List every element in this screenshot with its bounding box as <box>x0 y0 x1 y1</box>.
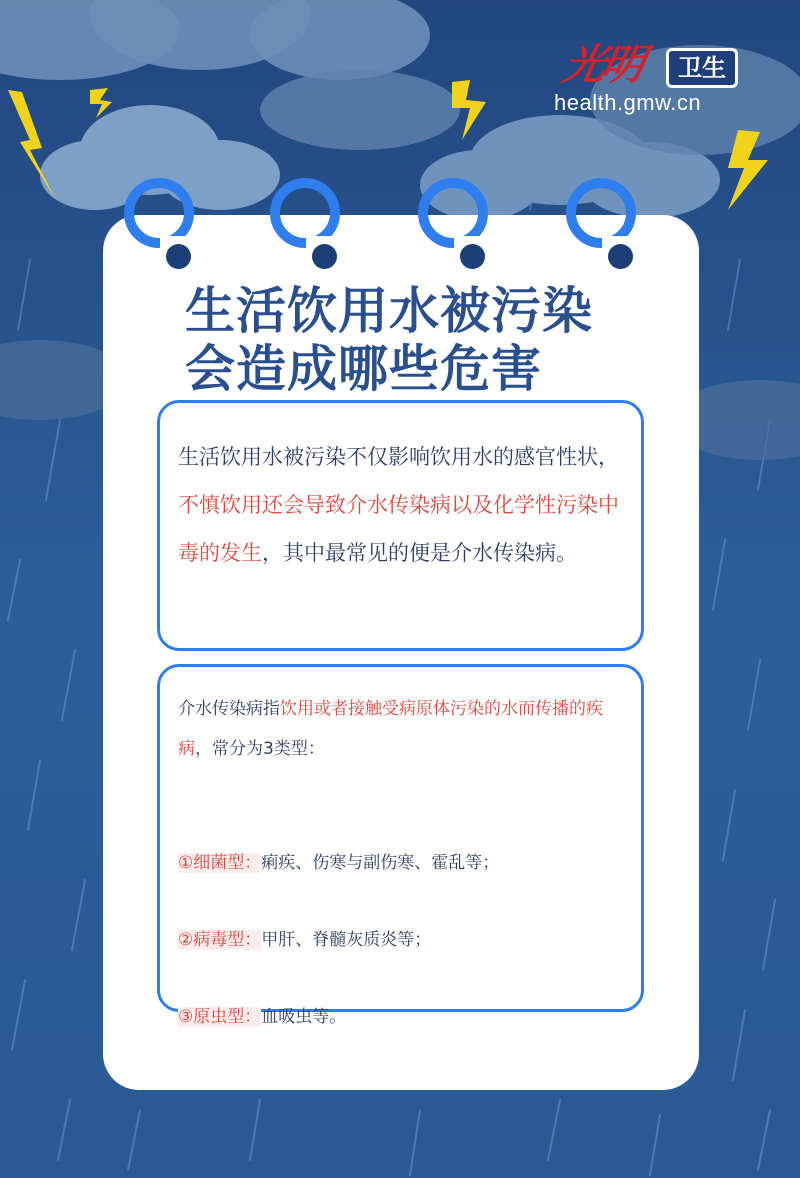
intro-text-end: ，其中最常见的便是介水传染病。 <box>262 541 577 565</box>
type-item-virus <box>178 920 621 960</box>
intro-highlight: 不慎饮用还会导致介水传染病以及化学性污染中毒的发生 <box>178 493 619 565</box>
details-highlight: 饮用或者接触受病原体污染的水而传播的疾病 <box>178 699 603 759</box>
logo-url: health.gmw.cn <box>554 90 702 115</box>
brand-logo <box>554 40 764 120</box>
details-box <box>157 664 644 1027</box>
binder-hole <box>312 244 337 269</box>
details-text-end: ，常分为3类型： <box>195 739 325 759</box>
details-paragraph <box>178 689 621 769</box>
type-label: ①细菌型： <box>178 853 262 873</box>
details-text: 介水传染病指 <box>178 699 280 719</box>
type-label: ②病毒型： <box>178 930 262 950</box>
type-text: 痢疾、伤寒与副伤寒、霍乱等； <box>261 853 500 873</box>
page-title <box>185 283 593 399</box>
binder-hole <box>460 244 485 269</box>
type-text: 血吸虫等。 <box>261 1007 347 1027</box>
type-item-protozoa <box>178 997 621 1037</box>
intro-text: 生活饮用水被污染不仅影响饮用水的感官性状， <box>178 445 619 469</box>
logo-badge: 卫生 <box>666 48 738 88</box>
intro-box <box>157 400 644 651</box>
intro-paragraph <box>178 433 621 577</box>
type-item-bacteria <box>178 843 621 883</box>
binder-hole <box>608 244 633 269</box>
binder-hole <box>166 244 191 269</box>
type-label: ③原虫型： <box>178 1007 262 1027</box>
logo-brand-text: 光明 <box>558 40 646 89</box>
title-line-2: 会造成哪些危害 <box>185 340 542 398</box>
type-text: 甲肝、脊髓灰质炎等； <box>261 930 432 950</box>
title-line-1: 生活饮用水被污染 <box>185 282 593 340</box>
